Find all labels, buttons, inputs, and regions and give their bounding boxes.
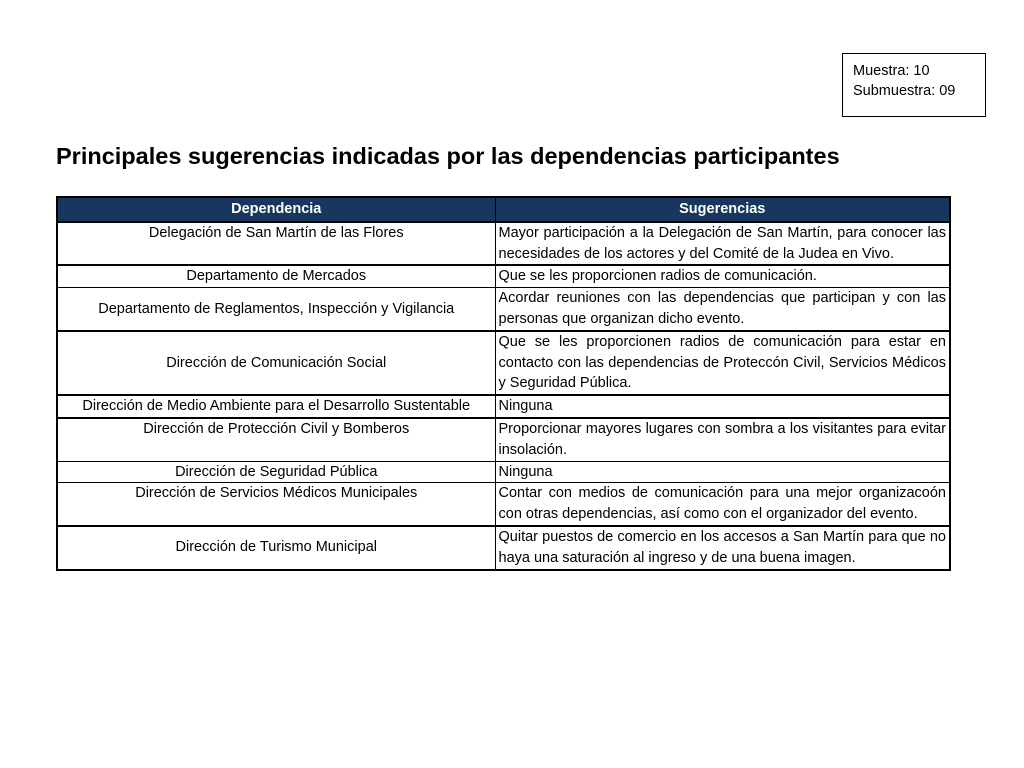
cell-dependencia: Delegación de San Martín de las Flores xyxy=(57,222,495,266)
page-title: Principales sugerencias indicadas por las dependencias participantes xyxy=(56,143,840,169)
table-row xyxy=(57,222,950,266)
cell-dependencia: Dirección de Comunicación Social xyxy=(57,331,495,395)
cell-sugerencia: Proporcionar mayores lugares con sombra a los visitantes para evitar insolación. xyxy=(495,418,950,461)
cell-dependencia: Dirección de Turismo Municipal xyxy=(57,526,495,570)
cell-dependencia: Departamento de Reglamentos, Inspección y Vigilancia xyxy=(57,288,495,331)
table-row xyxy=(57,483,950,526)
cell-sugerencia: Mayor participación a la Delegación de San Martín, para conocer las necesidades de los actores y del Comité de la Judea en Vivo. xyxy=(495,222,950,266)
table-row xyxy=(57,395,950,418)
cell-sugerencia: Acordar reuniones con las dependencias que participan y con las personas que organizan dicho evento. xyxy=(495,288,950,331)
cell-dependencia: Dirección de Protección Civil y Bomberos xyxy=(57,418,495,461)
table-row xyxy=(57,331,950,395)
cell-sugerencia: Que se les proporcionen radios de comunicación. xyxy=(495,265,950,287)
cell-dependencia: Departamento de Mercados xyxy=(57,265,495,287)
cell-sugerencia: Ninguna xyxy=(495,461,950,483)
table-header-row xyxy=(57,197,950,222)
table-row xyxy=(57,418,950,461)
cell-dependencia: Dirección de Seguridad Pública xyxy=(57,461,495,483)
cell-dependencia: Dirección de Medio Ambiente para el Desarrollo Sustentable xyxy=(57,395,495,418)
table-row xyxy=(57,526,950,570)
cell-sugerencia: Ninguna xyxy=(495,395,950,418)
suggestions-table-container xyxy=(56,196,949,571)
muestra-label: Muestra: 10 xyxy=(853,63,930,79)
table-row xyxy=(57,288,950,331)
table-row xyxy=(57,461,950,483)
cell-sugerencia: Que se les proporcionen radios de comunicación para estar en contacto con las dependencias de Proteccón Civil, Servicios Médicos y Seguridad Pública. xyxy=(495,331,950,395)
cell-sugerencia: Quitar puestos de comercio en los accesos a San Martín para que no haya una saturación al ingreso y de una buena imagen. xyxy=(495,526,950,570)
header-sugerencias: Sugerencias xyxy=(495,197,950,222)
cell-dependencia: Dirección de Servicios Médicos Municipales xyxy=(57,483,495,526)
header-dependencia: Dependencia xyxy=(57,197,495,222)
sample-info-box xyxy=(842,53,986,117)
submuestra-label: Submuestra: 09 xyxy=(853,83,956,99)
cell-sugerencia: Contar con medios de comunicación para una mejor organizacoón con otras dependencias, así como con el organizador del evento. xyxy=(495,483,950,526)
table-row xyxy=(57,265,950,287)
suggestions-table xyxy=(56,196,951,571)
